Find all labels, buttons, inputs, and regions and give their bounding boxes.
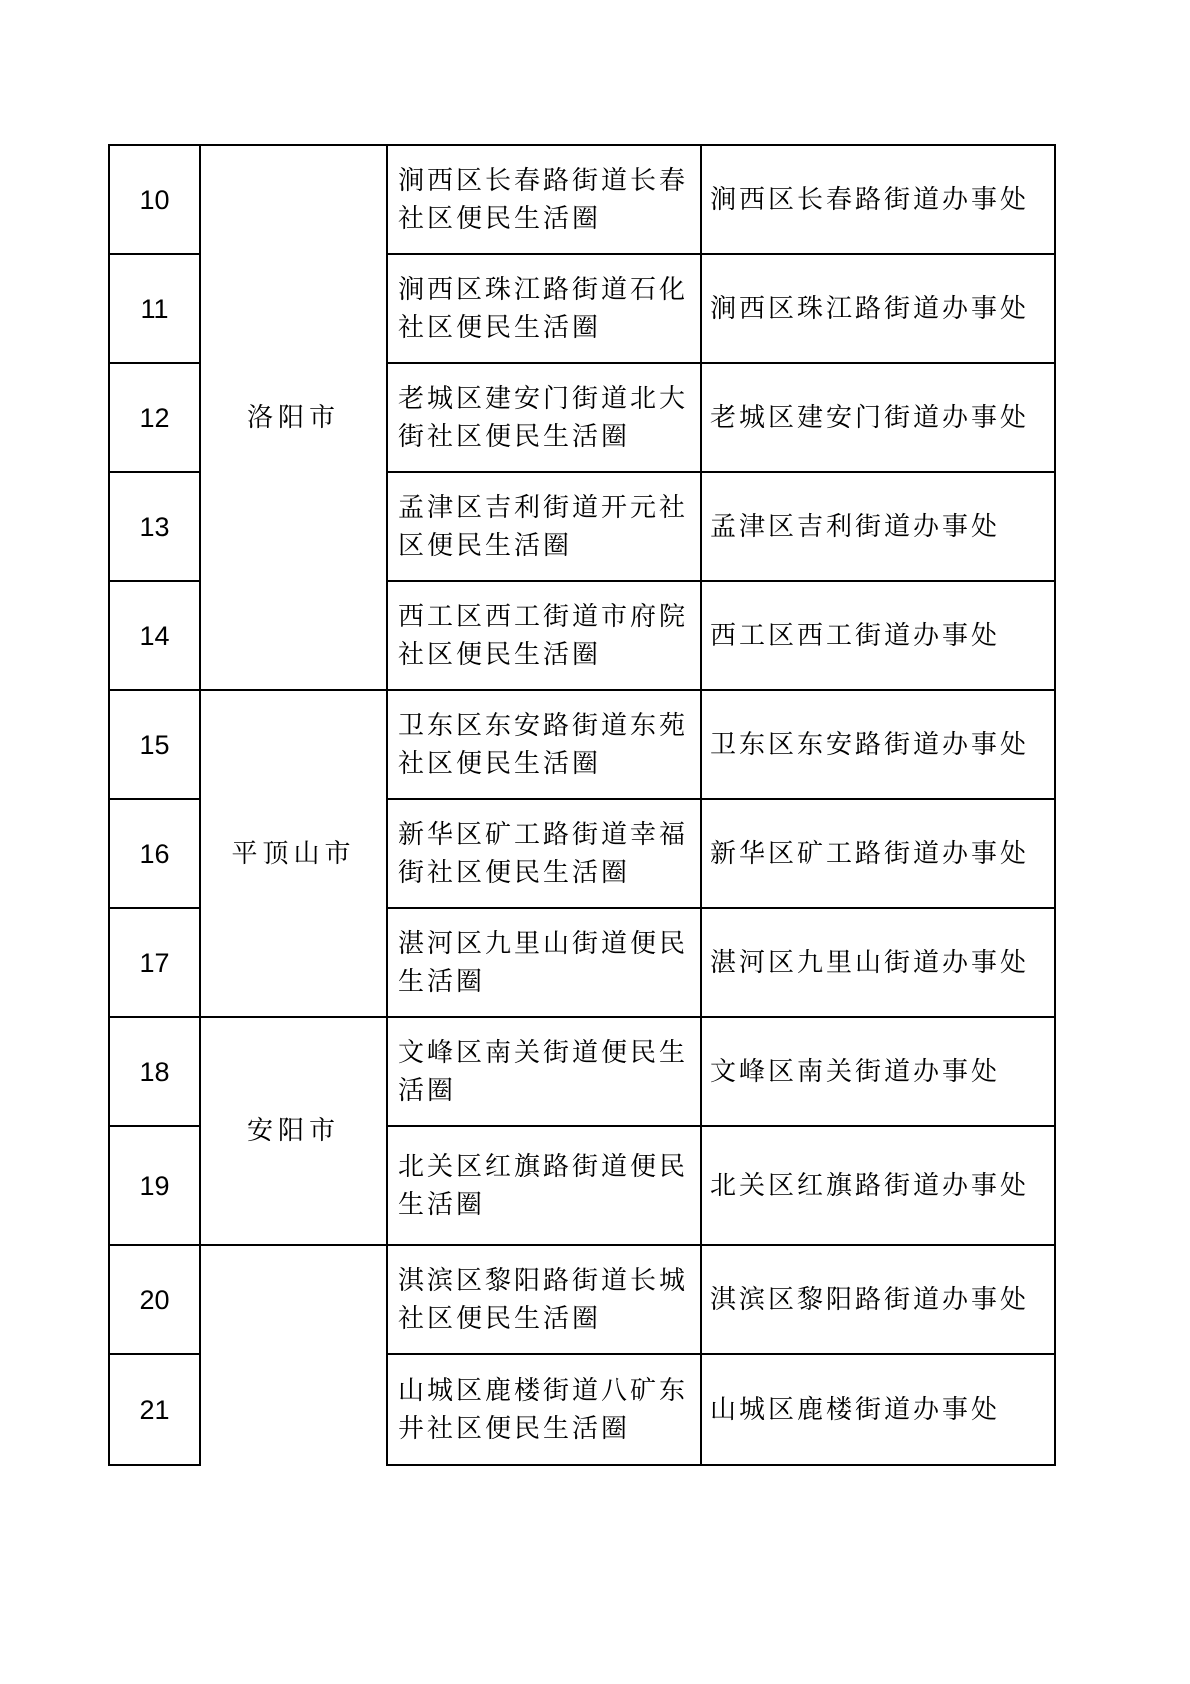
row-number: 21: [139, 1394, 170, 1425]
row-number: 15: [139, 729, 170, 760]
area-name: 新华区矿工路街道幸福街社区便民生活圈: [398, 819, 689, 888]
area-name: 山城区鹿楼街道八矿东井社区便民生活圈: [398, 1375, 689, 1444]
table-border-bottom: [386, 1464, 1056, 1466]
office-name: 北关区红旗路街道办事处: [710, 1170, 1030, 1201]
city-cell-pingdingshan: 平顶山市: [231, 838, 356, 869]
row-number: 20: [139, 1284, 170, 1315]
area-name: 西工区西工街道市府院社区便民生活圈: [398, 601, 689, 670]
area-name: 湛河区九里山街道便民生活圈: [398, 928, 689, 997]
office-name: 湛河区九里山街道办事处: [710, 947, 1030, 978]
row-number: 14: [139, 620, 170, 651]
row-number: 13: [139, 511, 170, 542]
column-divider: [1054, 144, 1056, 1466]
area-name: 淇滨区黎阳路街道长城社区便民生活圈: [398, 1265, 689, 1334]
row-number: 17: [139, 947, 170, 978]
office-name: 孟津区吉利街道办事处: [710, 511, 1001, 542]
office-name: 山城区鹿楼街道办事处: [710, 1394, 1001, 1425]
table-border-bottom: [108, 1464, 200, 1466]
area-name: 文峰区南关街道便民生活圈: [398, 1037, 689, 1106]
office-name: 涧西区珠江路街道办事处: [710, 293, 1030, 324]
city-cell-luoyang: 洛阳市: [246, 402, 340, 433]
area-name: 北关区红旗路街道便民生活圈: [398, 1151, 689, 1220]
row-number: 12: [139, 402, 170, 433]
row-number: 18: [139, 1056, 170, 1087]
office-name: 新华区矿工路街道办事处: [710, 838, 1030, 869]
office-name: 西工区西工街道办事处: [710, 620, 1001, 651]
office-name: 文峰区南关街道办事处: [710, 1056, 1001, 1087]
area-name: 涧西区长春路街道长春社区便民生活圈: [398, 165, 689, 234]
row-number: 11: [140, 293, 169, 324]
office-name: 老城区建安门街道办事处: [710, 402, 1030, 433]
row-number: 16: [139, 838, 170, 869]
area-name: 孟津区吉利街道开元社区便民生活圈: [398, 492, 689, 561]
city-cell-anyang: 安阳市: [246, 1116, 340, 1146]
area-name: 老城区建安门街道北大街社区便民生活圈: [398, 383, 689, 452]
row-number: 19: [139, 1170, 170, 1201]
area-name: 卫东区东安路街道东苑社区便民生活圈: [398, 710, 689, 779]
row-number: 10: [139, 184, 170, 215]
office-name: 卫东区东安路街道办事处: [710, 729, 1030, 760]
area-name: 涧西区珠江路街道石化社区便民生活圈: [398, 274, 689, 343]
office-name: 淇滨区黎阳路街道办事处: [710, 1284, 1030, 1315]
office-name: 涧西区长春路街道办事处: [710, 184, 1030, 215]
city-cell-empty: [201, 1246, 386, 1464]
